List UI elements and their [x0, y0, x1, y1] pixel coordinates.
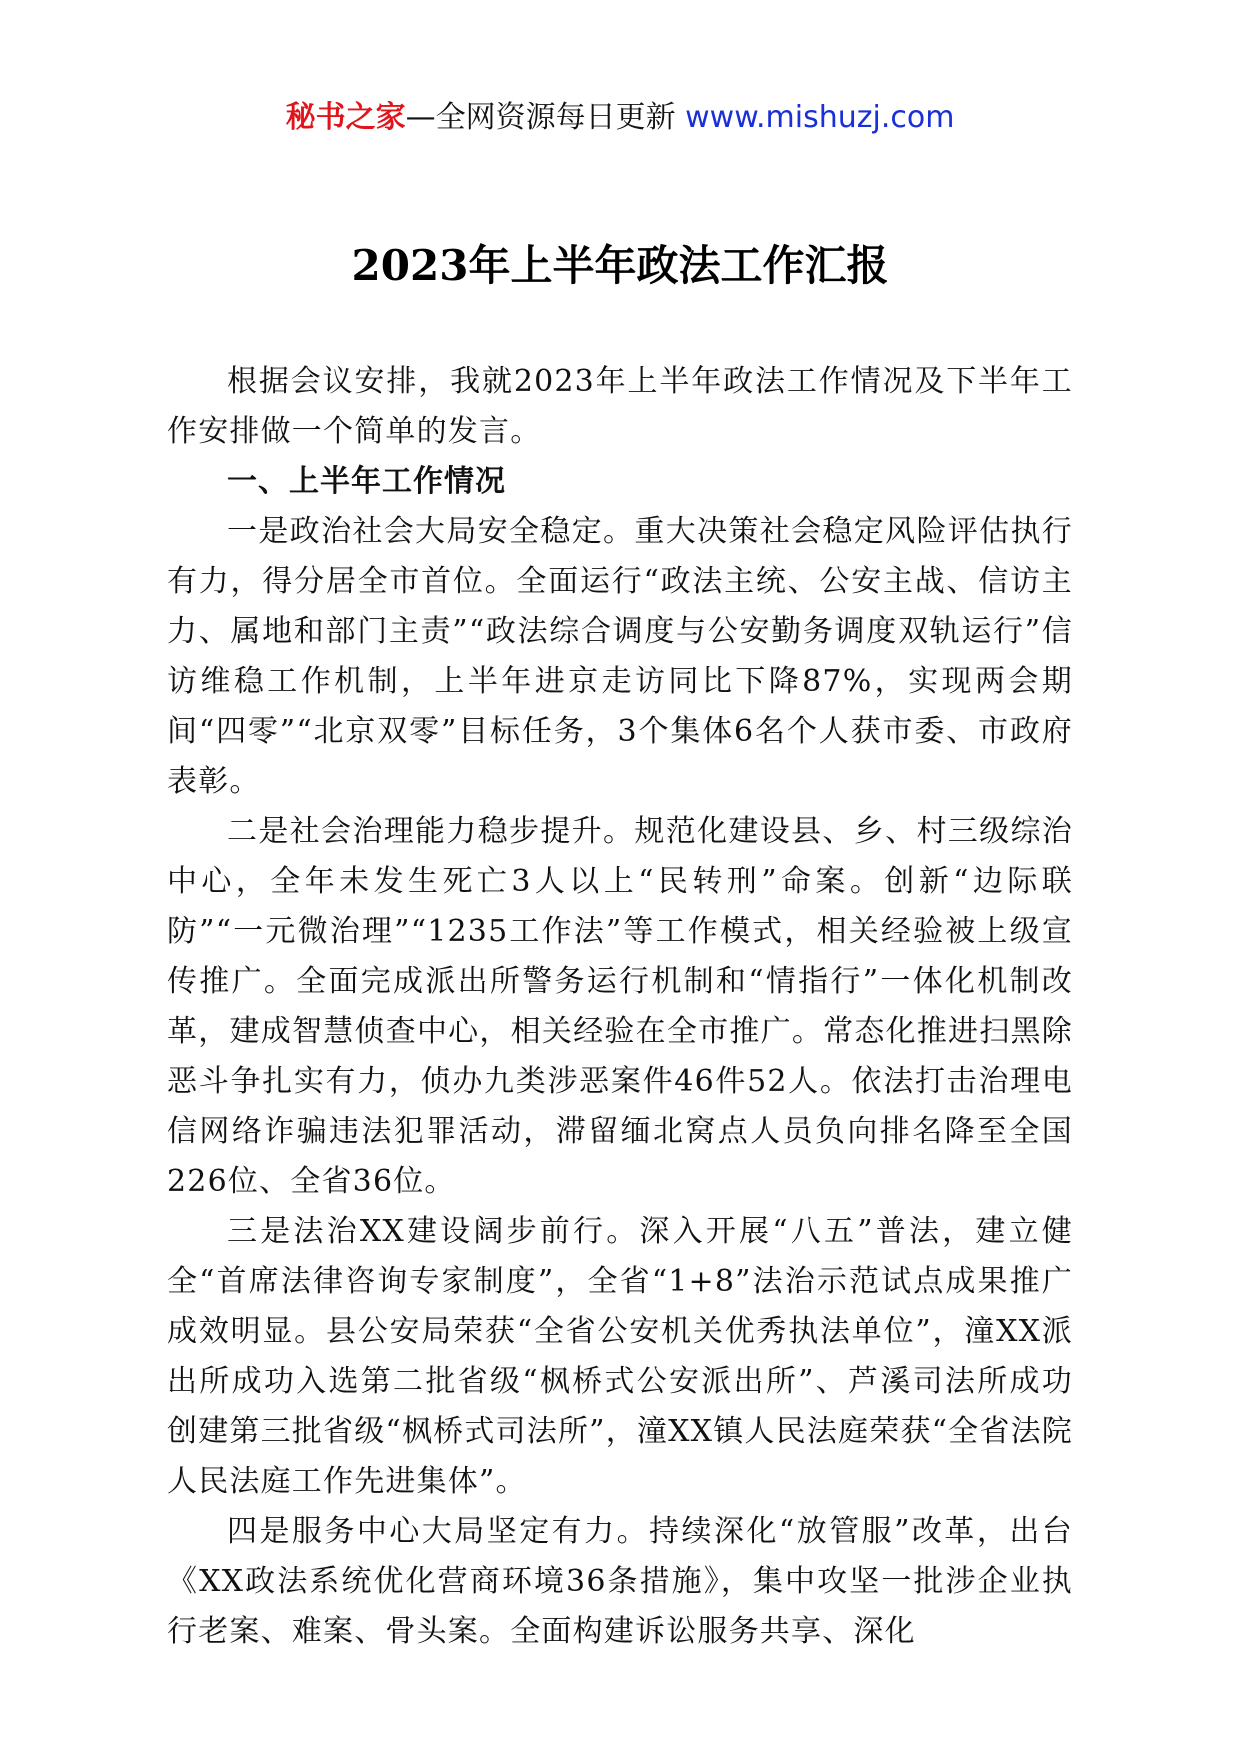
document-body [167, 357, 1073, 1657]
site-header [0, 98, 1240, 138]
body-paragraph: 四是服务中心大局坚定有力。持续深化“放管服”改革，出台《XX政法系统优化营商环境36条措施》，集中攻坚一批涉企业执行老案、难案、骨头案。全面构建诉讼服务共享、深化 [167, 1514, 1073, 1649]
header-tagline: —全网资源每日更新 [405, 100, 686, 135]
site-url-link[interactable]: www.mishuzj.com [685, 100, 955, 135]
brand-name: 秘书之家 [285, 100, 406, 135]
intro-paragraph: 根据会议安排，我就2023年上半年政法工作情况及下半年工作安排做一个简单的发言。 [167, 364, 1073, 449]
section-heading: 一、上半年工作情况 [227, 464, 506, 499]
body-paragraph: 三是法治XX建设阔步前行。深入开展“八五”普法，建立健全“首席法律咨询专家制度”，全省“1+8”法治示范试点成果推广成效明显。县公安局荣获“全省公安机关优秀执法单位”，潼XX派出所成功入选第二批省级“枫桥式公安派出所”、芦溪司法所成功创建第三批省级“枫桥式司法所”，潼XX镇人民法庭荣获“全省法院人民法庭工作先进集体”。 [167, 1214, 1073, 1499]
document-title: 2023年上半年政法工作汇报 [351, 241, 889, 290]
body-paragraph: 一是政治社会大局安全稳定。重大决策社会稳定风险评估执行有力，得分居全市首位。全面运行“政法主统、公安主战、信访主力、属地和部门主责”“政法综合调度与公安勤务调度双轨运行”信访维稳工作机制，上半年进京走访同比下降87%，实现两会期间“四零”“北京双零”目标任务，3个集体6名个人获市委、市政府表彰。 [167, 514, 1073, 799]
body-paragraph: 二是社会治理能力稳步提升。规范化建设县、乡、村三级综治中心，全年未发生死亡3人以上“民转刑”命案。创新“边际联防”“一元微治理”“1235工作法”等工作模式，相关经验被上级宣传推广。全面完成派出所警务运行机制和“情指行”一体化机制改革，建成智慧侦查中心，相关经验在全市推广。常态化推进扫黑除恶斗争扎实有力，侦办九类涉恶案件46件52人。依法打击治理电信网络诈骗违法犯罪活动，滞留缅北窝点人员负向排名降至全国226位、全省36位。 [167, 814, 1073, 1199]
